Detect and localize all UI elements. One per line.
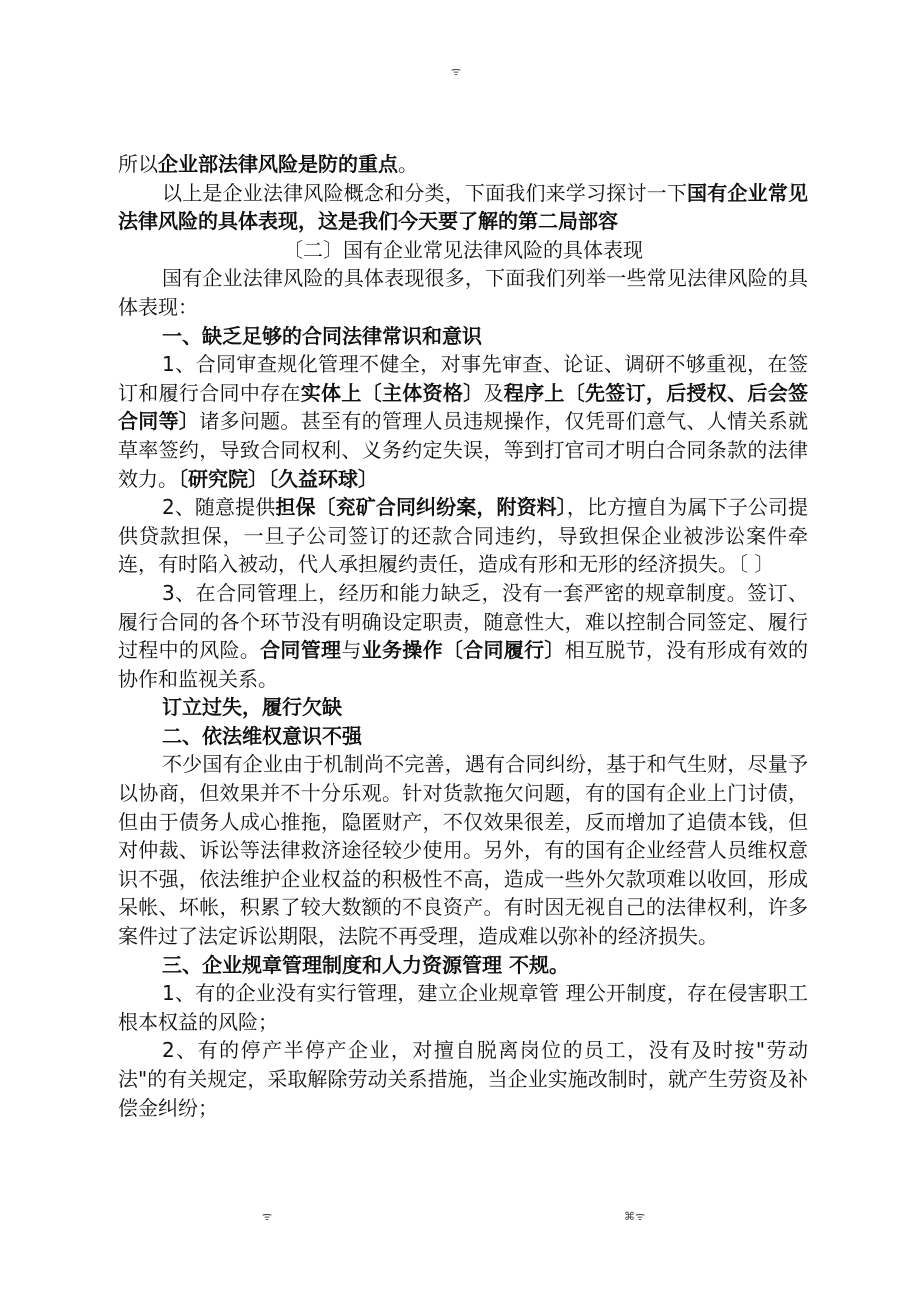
paragraph-6: 3、在合同管理上，经历和能力缺乏，没有一套严密的规章制度。签订、履行合同的各个环节没有明确设定职责，随意性大，难以控制合同签定、履行过程中的风险。合同管理与业务操作〔合同履行〕相互脱节，没有形成有效的协作和监视关系。 [118,580,809,691]
footer-left-mark-icon: ᯤ [262,1210,273,1223]
footer-right-mark-icon: ⌘ᯤ [624,1210,646,1223]
paragraph-4: 1、合同审查规化管理不健全，对事先审查、论证、调研不够重视，在签订和履行合同中存在实体上〔主体资格〕及程序上〔先签订，后授权、后会签合同等〕诸多问题。甚至有的管理人员违规操作，仅凭哥们意气、人情关系就草率签约，导致合同权利、义务约定失误，等到打官司才明白合同条款的法律效力。〔研究院〕〔久益环球〕 [118,352,809,491]
paragraph-10: 2、有的停产半停产企业，对擅自脱离岗位的员工，没有及时按"劳动法"的有关规定，采取解除劳动关系措施，当企业实施改制时，就产生劳资及补偿金纠纷； [118,1038,808,1120]
heading-2: 二、依法维权意识不强 [162,723,362,748]
document-body [118,150,808,1122]
paragraph-7: 订立过失，履行欠缺 [162,695,342,720]
paragraph-2: 以上是企业法律风险概念和分类，下面我们来学习探讨一下国有企业常见法律风险的具体表现，这是我们今天要了解的第二局部容 [118,180,809,234]
paragraph-8: 不少国有企业由于机制尚不完善，遇有合同纠纷，基于和气生财，尽量予以协商，但效果并不十分乐观。针对货款拖欠问题，有的国有企业上门讨债，但由于债务人成心推拖，隐匿财产，不仅效果很差，反而增加了追债本钱，但对仲裁、诉讼等法律救济途径较少使用。另外，有的国有企业经营人员维权意识不强，依法维护企业权益的积极性不高，造成一些外欠款项难以收回，形成呆帐、坏帐，积累了较大数额的不良资产。有时因无视自己的法律权利，许多案件过了法定诉讼期限，法院不再受理，造成难以弥补的经济损失。 [118,752,808,949]
paragraph-3: 国有企业法律风险的具体表现很多，下面我们列举一些常见法律风险的具体表现： [118,266,808,319]
heading-1: 一、缺乏足够的合同法律常识和意识 [162,323,482,348]
paragraph-9: 1、有的企业没有实行管理，建立企业规章管 理公开制度，存在侵害职工根本权益的风险； [118,981,808,1034]
section-title: 〔二〕国有企业常见法律风险的具体表现 [283,237,643,262]
paragraph-1: 所以企业部法律风险是防的重点。 [118,152,418,176]
paragraph-5: 2、随意提供担保〔兖矿合同纠纷案，附资料〕，比方擅自为属下子公司提供贷款担保，一旦子公司签订的还款合同违约，导致担保企业被涉讼案件牵连，有时陷入被动，代人承担履约责任，造成有形和无形的经济损失。〔 〕 [118,495,808,577]
page-header-mark-icon: ᯤ [451,65,462,78]
heading-3: 三、企业规章管理制度和人力资源管理 不规。 [162,952,569,977]
